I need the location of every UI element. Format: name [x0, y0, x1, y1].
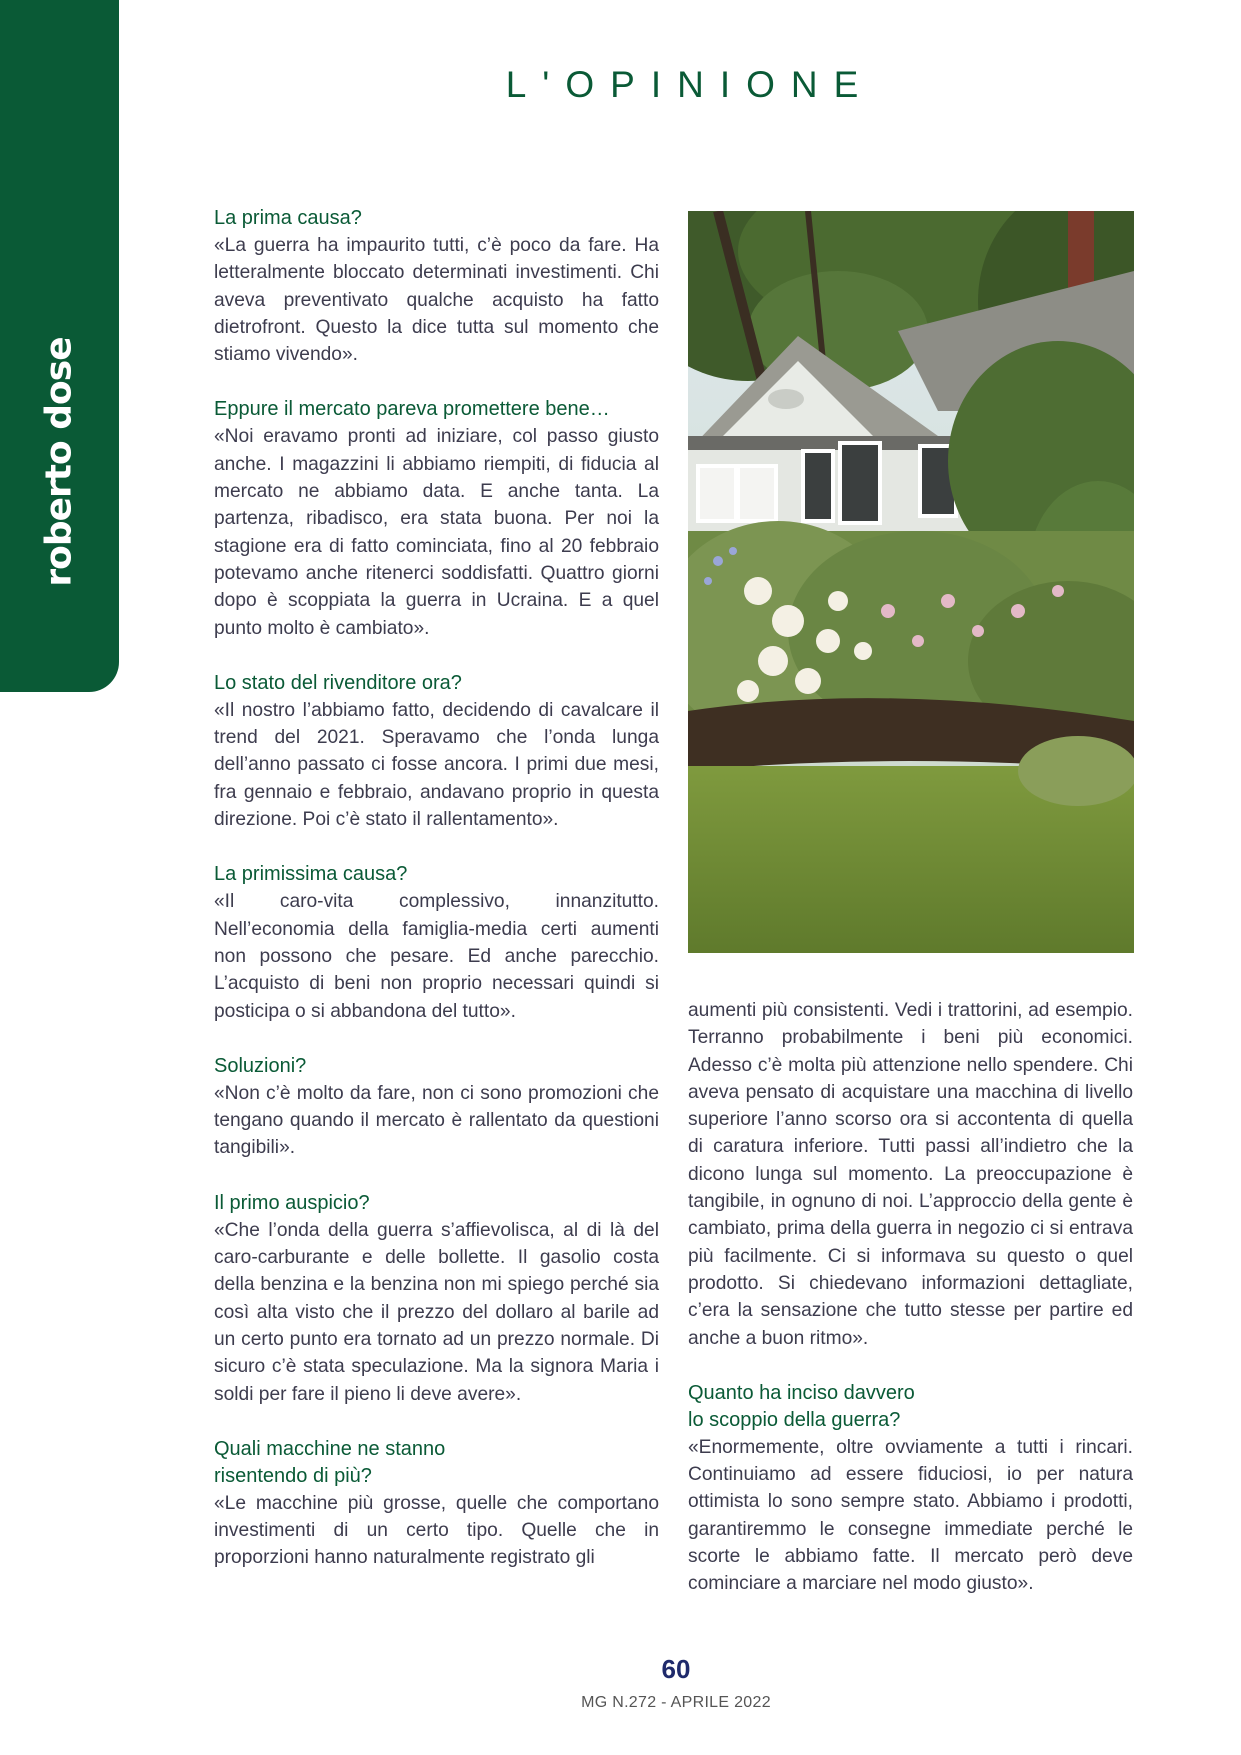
issue-info: MG N.272 - APRILE 2022	[581, 1694, 771, 1711]
question: Soluzioni?	[214, 1054, 307, 1077]
answer: «Il caro-vita complessivo, innanzitutto. Nell’economia della famiglia-media certi aumenti non possono che pesare. Ed anche parecchio. L’acquisto di beni non proprio necessari quindi si posticipa o si abbandona del tutto».	[214, 891, 659, 1022]
answer-continuation: aumenti più consistenti. Vedi i trattorini, ad esempio. Terranno probabilmente i beni più economici. Adesso c’è molta più attenzione nello spendere. Chi aveva pensato di acquistare una macchina di livello superiore l’anno scorso ora si accontenta di quella di caratura inferiore. Tutti passi all’indietro che la dicono lunga sul momento. La preoccupazione è tangibile, in ognuno di noi. L’approccio della gente è cambiato, prima della guerra in negozio ci si entrava più facilmente. Ci si informava su questo o quel prodotto. Si chiedevano informazioni dettagliate, c’era la sensazione che tutto stesse per partire ed anche a buon ritmo».	[688, 1000, 1133, 1349]
answer: «Noi eravamo pronti ad iniziare, col passo giusto anche. I magazzini li abbiamo riempiti, di fiducia al mercato ne abbiamo data. E anche tanta. La partenza, ribadisco, era stata buona. Per noi la stagione era di fatto cominciata, fino al 20 febbraio potevamo anche ritenerci soddisfatti. Quattro giorni dopo è scoppiata la guerra in Ucraina. E a quel punto molto è cambiato».	[214, 426, 659, 639]
qa-block	[214, 861, 659, 1024]
question-line: risentendo di più?	[214, 1464, 372, 1487]
qa-block	[214, 205, 659, 368]
qa-block	[688, 1380, 1133, 1598]
qa-block	[214, 1190, 659, 1408]
house-garden-photo	[688, 211, 1134, 953]
question: Il primo auspicio?	[214, 1191, 370, 1214]
question-line: Quali macchine ne stanno	[214, 1437, 446, 1460]
page-number: 60	[661, 1654, 691, 1684]
answer: «La guerra ha impaurito tutti, c’è poco da fare. Ha letteralmente bloccato determinati investimenti. Chi aveva preventivato qualche acquisto ha fatto dietrofront. Questo la dice tutta sul momento che stiamo vivendo».	[214, 235, 659, 366]
question-line: Quanto ha inciso davvero	[688, 1381, 915, 1404]
answer: «Non c’è molto da fare, non ci sono promozioni che tengano quando il mercato è rallentato da questioni tangibili».	[214, 1082, 659, 1159]
question: Lo stato del rivenditore ora?	[214, 671, 462, 694]
answer: «Enormemente, oltre ovviamente a tutti i rincari. Continuiamo ad essere fiduciosi, io per natura ottimista lo sono sempre stato. Abbiamo i prodotti, garantiremmo le consegne immediate perché le scorte le abbiamo fatte. Il mercato però deve cominciare a marciare nel modo giusto».	[688, 1436, 1133, 1595]
question	[688, 1380, 1133, 1434]
qa-block	[214, 670, 659, 833]
photo-illustration	[688, 211, 1134, 953]
author-side-tab	[0, 0, 119, 692]
question-line: lo scoppio della guerra?	[688, 1408, 901, 1431]
qa-block	[214, 1436, 659, 1572]
question: Eppure il mercato pareva promettere bene…	[214, 398, 610, 421]
left-column	[214, 205, 659, 1600]
question	[214, 1436, 659, 1490]
answer: «Che l’onda della guerra s’affievolisca, al di là del caro-carburante e delle bollette. Il gasolio costa della benzina e la benzina non mi spiego perché sia così alta visto che il prezzo del dollaro al barile ad un certo punto era tornato ad un prezzo normale. Di sicuro c’è stata speculazione. Ma la signora Maria i soldi per fare il pieno li deve avere».	[214, 1219, 659, 1405]
author-name: roberto dose	[38, 337, 80, 587]
right-column	[688, 997, 1133, 1626]
question: La prima causa?	[214, 207, 362, 229]
answer: «Le macchine più grosse, quelle che comportano investimenti di un certo tipo. Quelle che in proporzioni hanno naturalmente registrato gli	[214, 1492, 659, 1569]
question: La primissima causa?	[214, 863, 408, 886]
qa-block	[214, 396, 659, 641]
answer: «Il nostro l’abbiamo fatto, decidendo di cavalcare il trend del 2021. Speravamo che l’onda lunga dell’anno passato ci fosse ancora. I primi due mesi, fra gennaio e febbraio, andavano proprio in questa direzione. Poi c’è stato il rallentamento».	[214, 699, 659, 831]
qa-block	[214, 1053, 659, 1162]
section-title: L'OPINIONE	[505, 64, 875, 105]
